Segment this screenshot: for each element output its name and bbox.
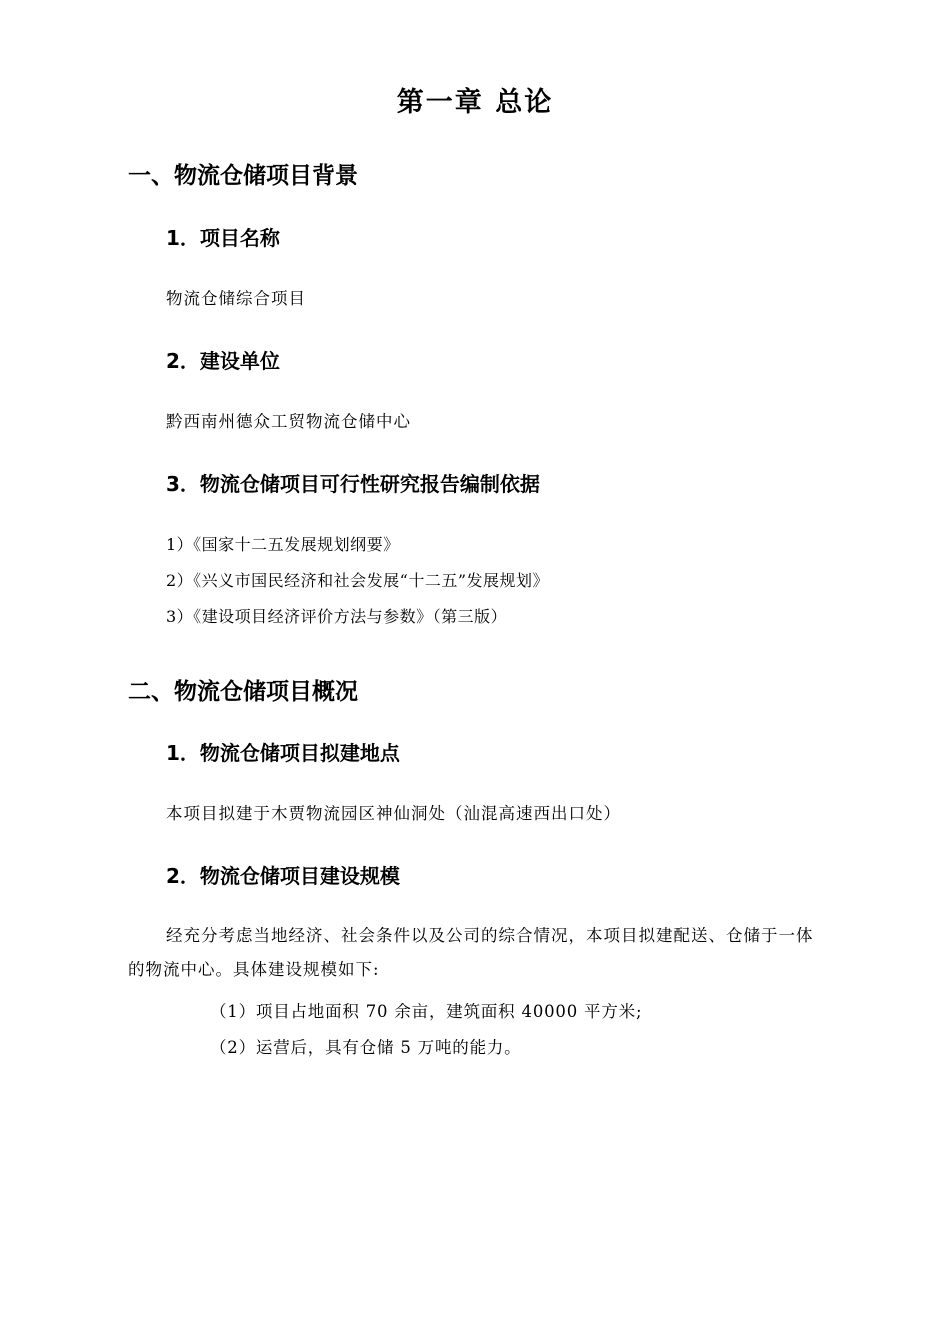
site-location-text: 本项目拟建于木贾物流园区神仙洞处（汕混高速西出口处）	[166, 804, 621, 823]
scale-paragraph: 经充分考虑当地经济、社会条件以及公司的综合情况，本项目拟建配送、仓储于一体的物流中心。具体建设规模如下:	[128, 926, 814, 979]
section-heading-overview: 二、物流仓储项目概况	[128, 679, 358, 705]
subheading-report-basis: 3．物流仓储项目可行性研究报告编制依据	[166, 472, 540, 496]
subheading-site-location: 1．物流仓储项目拟建地点	[166, 741, 400, 765]
subheading-project-name: 1．项目名称	[166, 226, 280, 250]
section-heading-background: 一、物流仓储项目背景	[128, 163, 358, 189]
reference-item: 3）《建设项目经济评价方法与参数》（第三版）	[166, 607, 508, 626]
subheading-construction-scale: 2．物流仓储项目建设规模	[166, 864, 400, 888]
chapter-title: 第一章 总论	[396, 87, 554, 118]
project-name-text: 物流仓储综合项目	[166, 289, 306, 308]
construction-unit-text: 黔西南州德众工贸物流仓储中心	[166, 412, 411, 431]
subheading-construction-unit: 2．建设单位	[166, 349, 280, 373]
scale-item: （2）运营后，具有仓储 5 万吨的能力。	[210, 1038, 522, 1057]
reference-item: 1）《国家十二五发展规划纲要》	[166, 535, 400, 554]
reference-item: 2）《兴义市国民经济和社会发展“十二五”发展规划》	[166, 571, 550, 590]
scale-item: （1）项目占地面积 70 余亩，建筑面积 40000 平方米;	[210, 1002, 643, 1021]
